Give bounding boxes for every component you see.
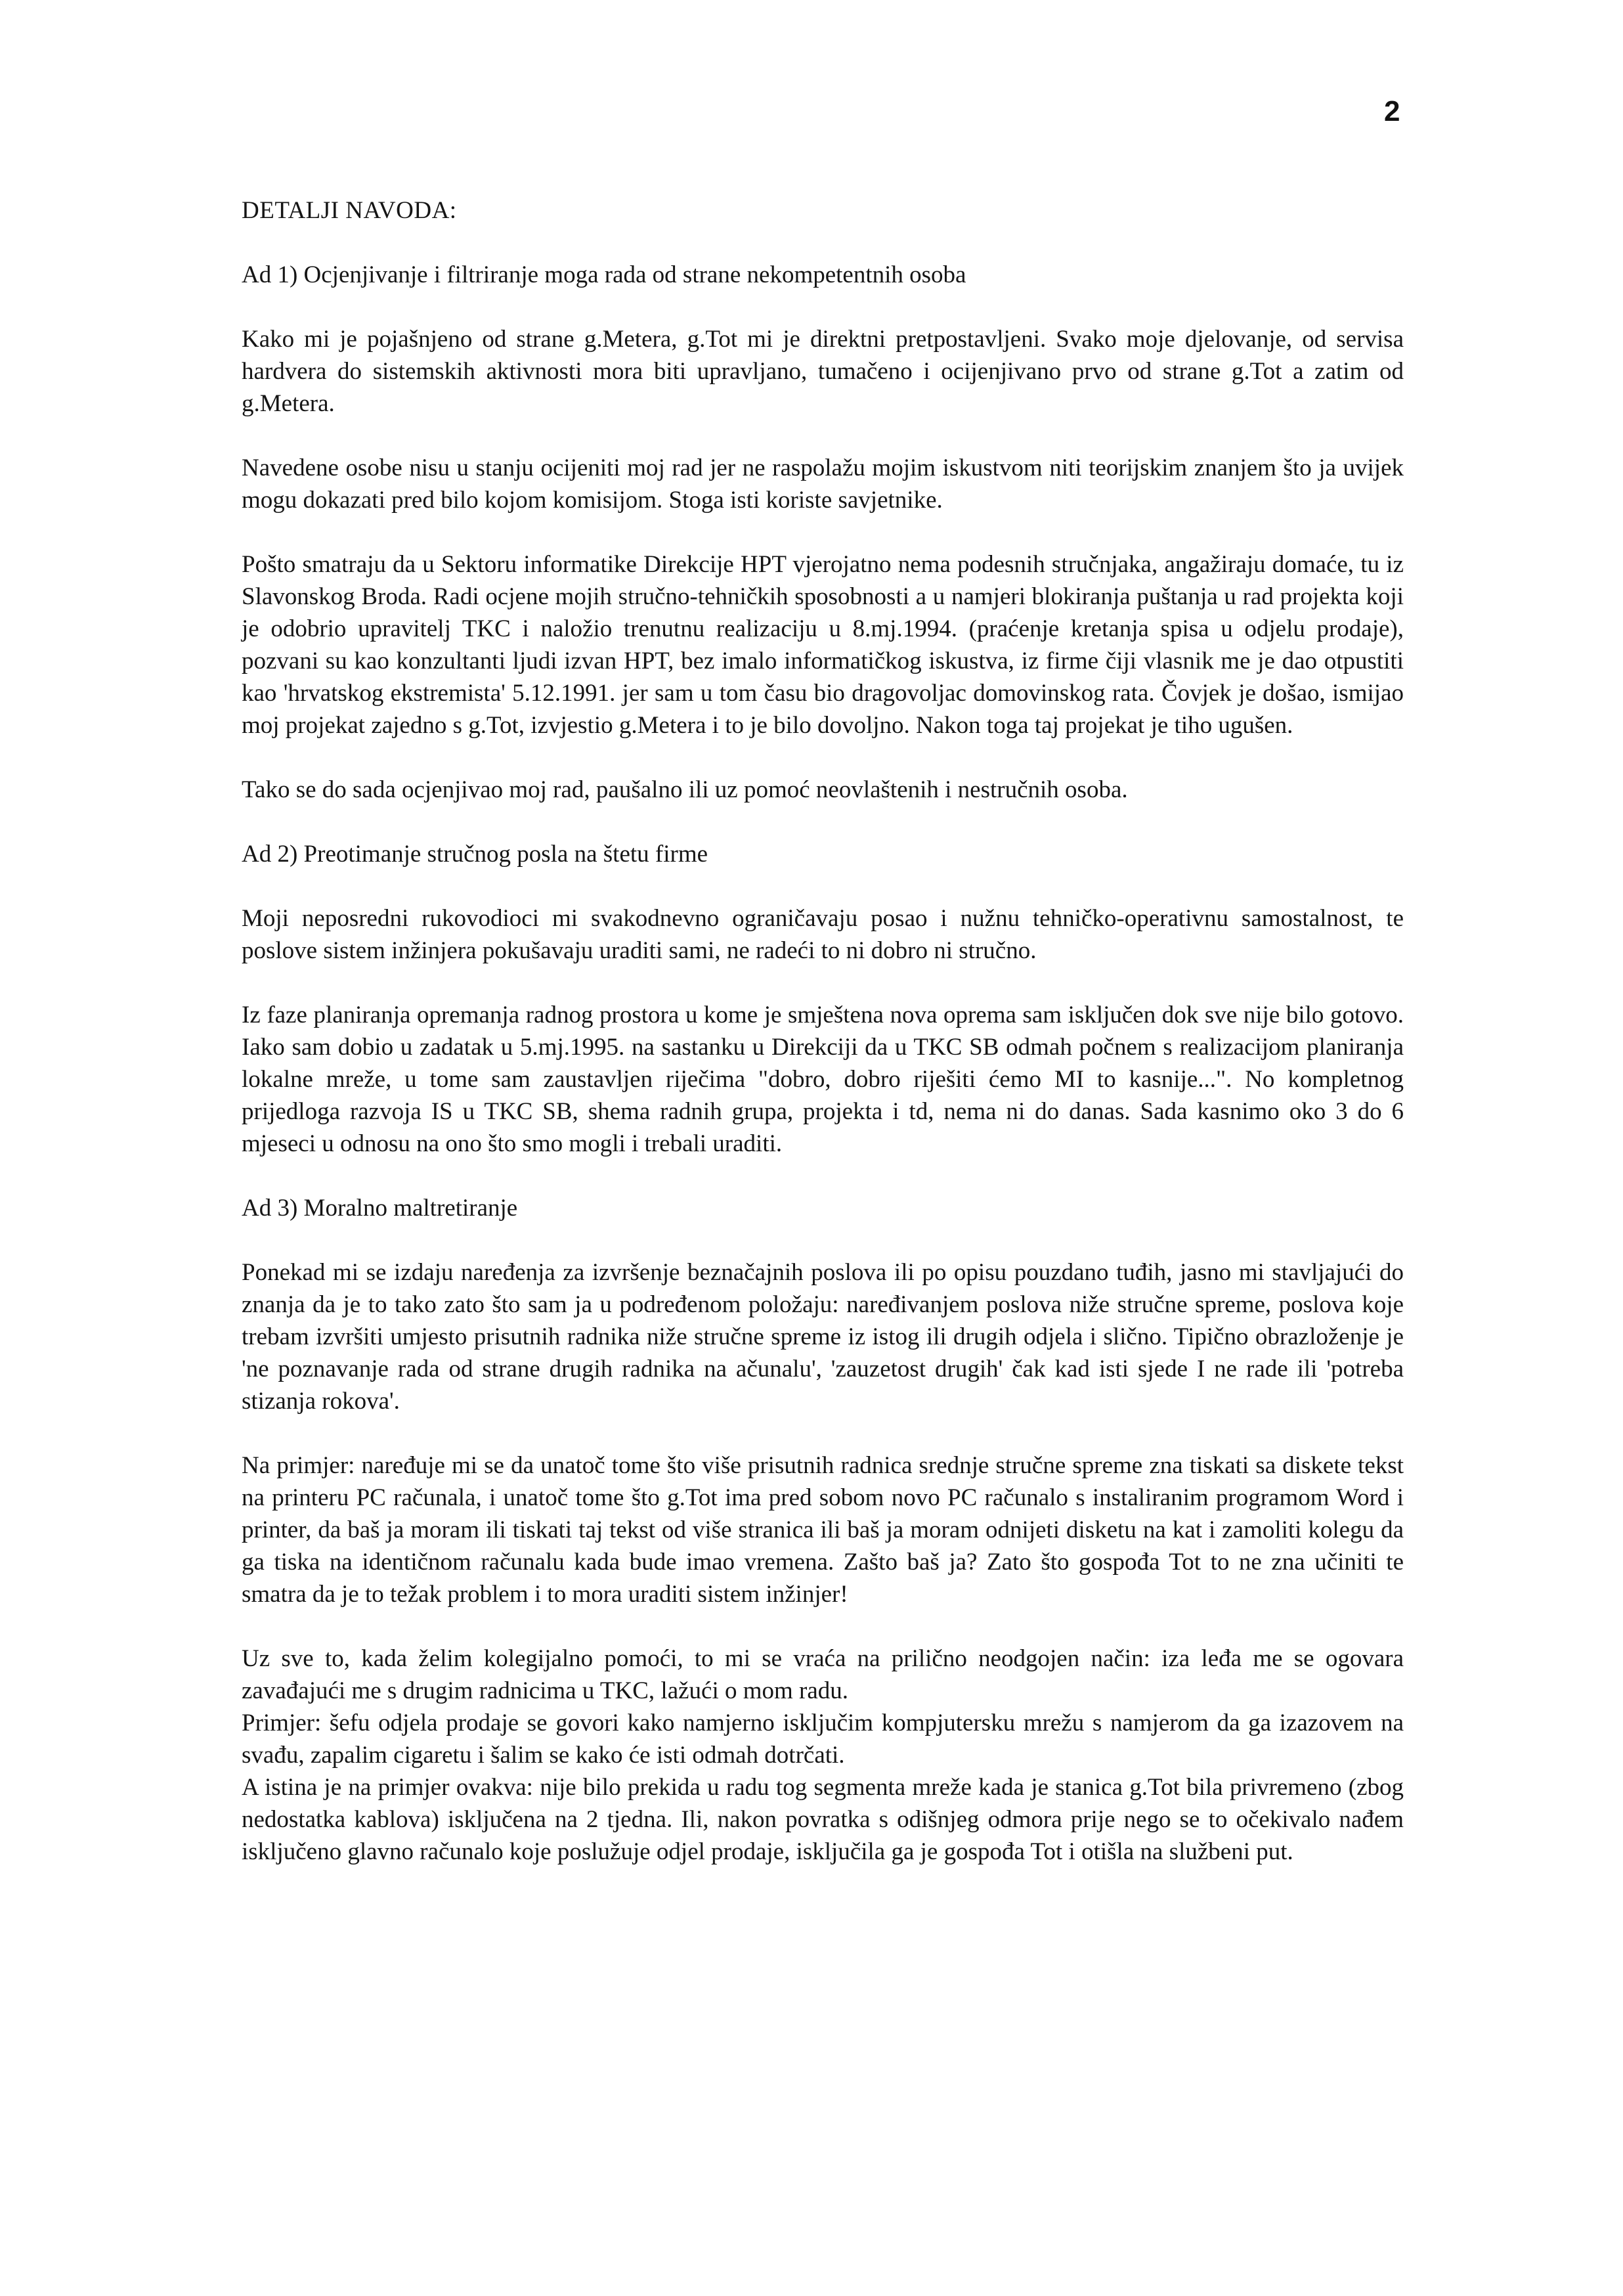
document-heading: DETALJI NAVODA: xyxy=(242,197,457,224)
section-title-ad3: Ad 3) Moralno maltretiranje xyxy=(242,1195,518,1222)
section-title-ad1: Ad 1) Ocjenjivanje i filtriranje moga rada od strane nekompetentnih osoba xyxy=(242,261,966,288)
section-title-ad2: Ad 2) Preotimanje stručnog posla na štetu firme xyxy=(242,841,708,868)
paragraph: Navedene osobe nisu u stanju ocijeniti moj rad jer ne raspolažu mojim iskustvom niti teorijskim znanjem što ja uvijek mogu dokazati pred bilo kojom komisijom. Stoga isti koriste savjetnike. xyxy=(242,454,1404,514)
paragraph: Uz sve to, kada želim kolegijalno pomoći, to mi se vraća na prilično neodgojen način: iza leđa me se ogovara zavađajući me s drugim radnicima u TKC, lažući o mom radu. xyxy=(242,1645,1404,1704)
paragraph: Pošto smatraju da u Sektoru informatike Direkcije HPT vjerojatno nema podesnih stručnjaka, angažiraju domaće, tu iz Slavonskog Broda. Radi ocjene mojih stručno-tehničkih sposobnosti a u namjeri blokiranja puštanja u rad projekta koji je odobrio upravitelj TKC i naložio trenutnu realizaciju u 8.mj.1994. (praćenje kretanja spisa u odjelu prodaje), pozvani su kao konzultanti ljudi izvan HPT, bez imalo informatičkog iskustva, iz firme čiji vlasnik me je dao otpustiti kao 'hrvatskog ekstremista' 5.12.1991. jer sam u tom času bio dragovoljac domovinskog rata. Čovjek je došao, ismijao moj projekat zajedno s g.Tot, izvjestio g.Metera i to je bilo dovoljno. Nakon toga taj projekat je tiho ugušen. xyxy=(242,551,1404,739)
paragraph: Na primjer: naređuje mi se da unatoč tome što više prisutnih radnica srednje stručne spreme zna tiskati sa diskete tekst na printeru PC računala, i unatoč tome što g.Tot ima pred sobom novo PC računalo s instaliranim programom Word i printer, da baš ja moram ili tiskati taj tekst od više stranica ili baš ja moram odnijeti disketu na kat i zamoliti kolegu da ga tiska na identičnom računalu kada bude imao vremena. Zašto baš ja? Zato što gospođa Tot to ne zna učiniti te smatra da je to težak problem i to mora uraditi sistem inžinjer! xyxy=(242,1452,1404,1608)
paragraph: A istina je na primjer ovakva: nije bilo prekida u radu tog segmenta mreže kada je stanica g.Tot bila privremeno (zbog nedostatka kablova) isključena na 2 tjedna. Ili, nakon povratka s odišnjeg odmora prije nego se to očekivalo nađem isključeno glavno računalo koje poslužuje odjel prodaje, isključila ga je gospođa Tot i otišla na službeni put. xyxy=(242,1774,1404,1865)
paragraph: Tako se do sada ocjenjivao moj rad, paušalno ili uz pomoć neovlaštenih i nestručnih osoba. xyxy=(242,776,1128,803)
page-number: 2 xyxy=(1384,95,1400,127)
paragraph: Iz faze planiranja opremanja radnog prostora u kome je smještena nova oprema sam isključen dok sve nije bilo gotovo. Iako sam dobio u zadatak u 5.mj.1995. na sastanku u Direkciji da u TKC SB odmah počnem s realizacijom planiranja lokalne mreže, u tome sam zaustavljen riječima "dobro, dobro riješiti ćemo MI to kasnije...". No kompletnog prijedloga razvoja IS u TKC SB, shema radnih grupa, projekta i td, nema ni do danas. Sada kasnimo oko 3 do 6 mjeseci u odnosu na ono što smo mogli i trebali uraditi. xyxy=(242,1002,1404,1157)
paragraph: Moji neposredni rukovodioci mi svakodnevno ograničavaju posao i nužnu tehničko-operativnu samostalnost, te poslove sistem inžinjera pokušavaju uraditi sami, ne radeći to ni dobro ni stručno. xyxy=(242,905,1404,964)
paragraph: Kako mi je pojašnjeno od strane g.Metera, g.Tot mi je direktni pretpostavljeni. Svako moje djelovanje, od servisa hardvera do sistemskih aktivnosti mora biti upravljano, tumačeno i ocijenjivano prvo od strane g.Tot a zatim od g.Metera. xyxy=(242,326,1404,417)
paragraph: Ponekad mi se izdaju naređenja za izvršenje beznačajnih poslova ili po opisu pouzdano tuđih, jasno mi stavljajući do znanja da je to tako zato što sam ja u podređenom položaju: naređivanjem poslova niže stručne spreme, poslova koje trebam izvršiti umjesto prisutnih radnika niže stručne spreme iz istog ili drugih odjela i slično. Tipično obrazloženje je 'ne poznavanje rada od strane drugih radnika na ačunalu', 'zauzetost drugih' čak kad isti sjede I ne rade ili 'potreba stizanja rokova'. xyxy=(242,1259,1404,1415)
document-body xyxy=(242,194,1404,1868)
paragraph: Primjer: šefu odjela prodaje se govori kako namjerno isključim kompjutersku mrežu s namjerom da ga izazovem na svađu, zapalim cigaretu i šalim se kako će isti odmah dotrčati. xyxy=(242,1710,1404,1769)
